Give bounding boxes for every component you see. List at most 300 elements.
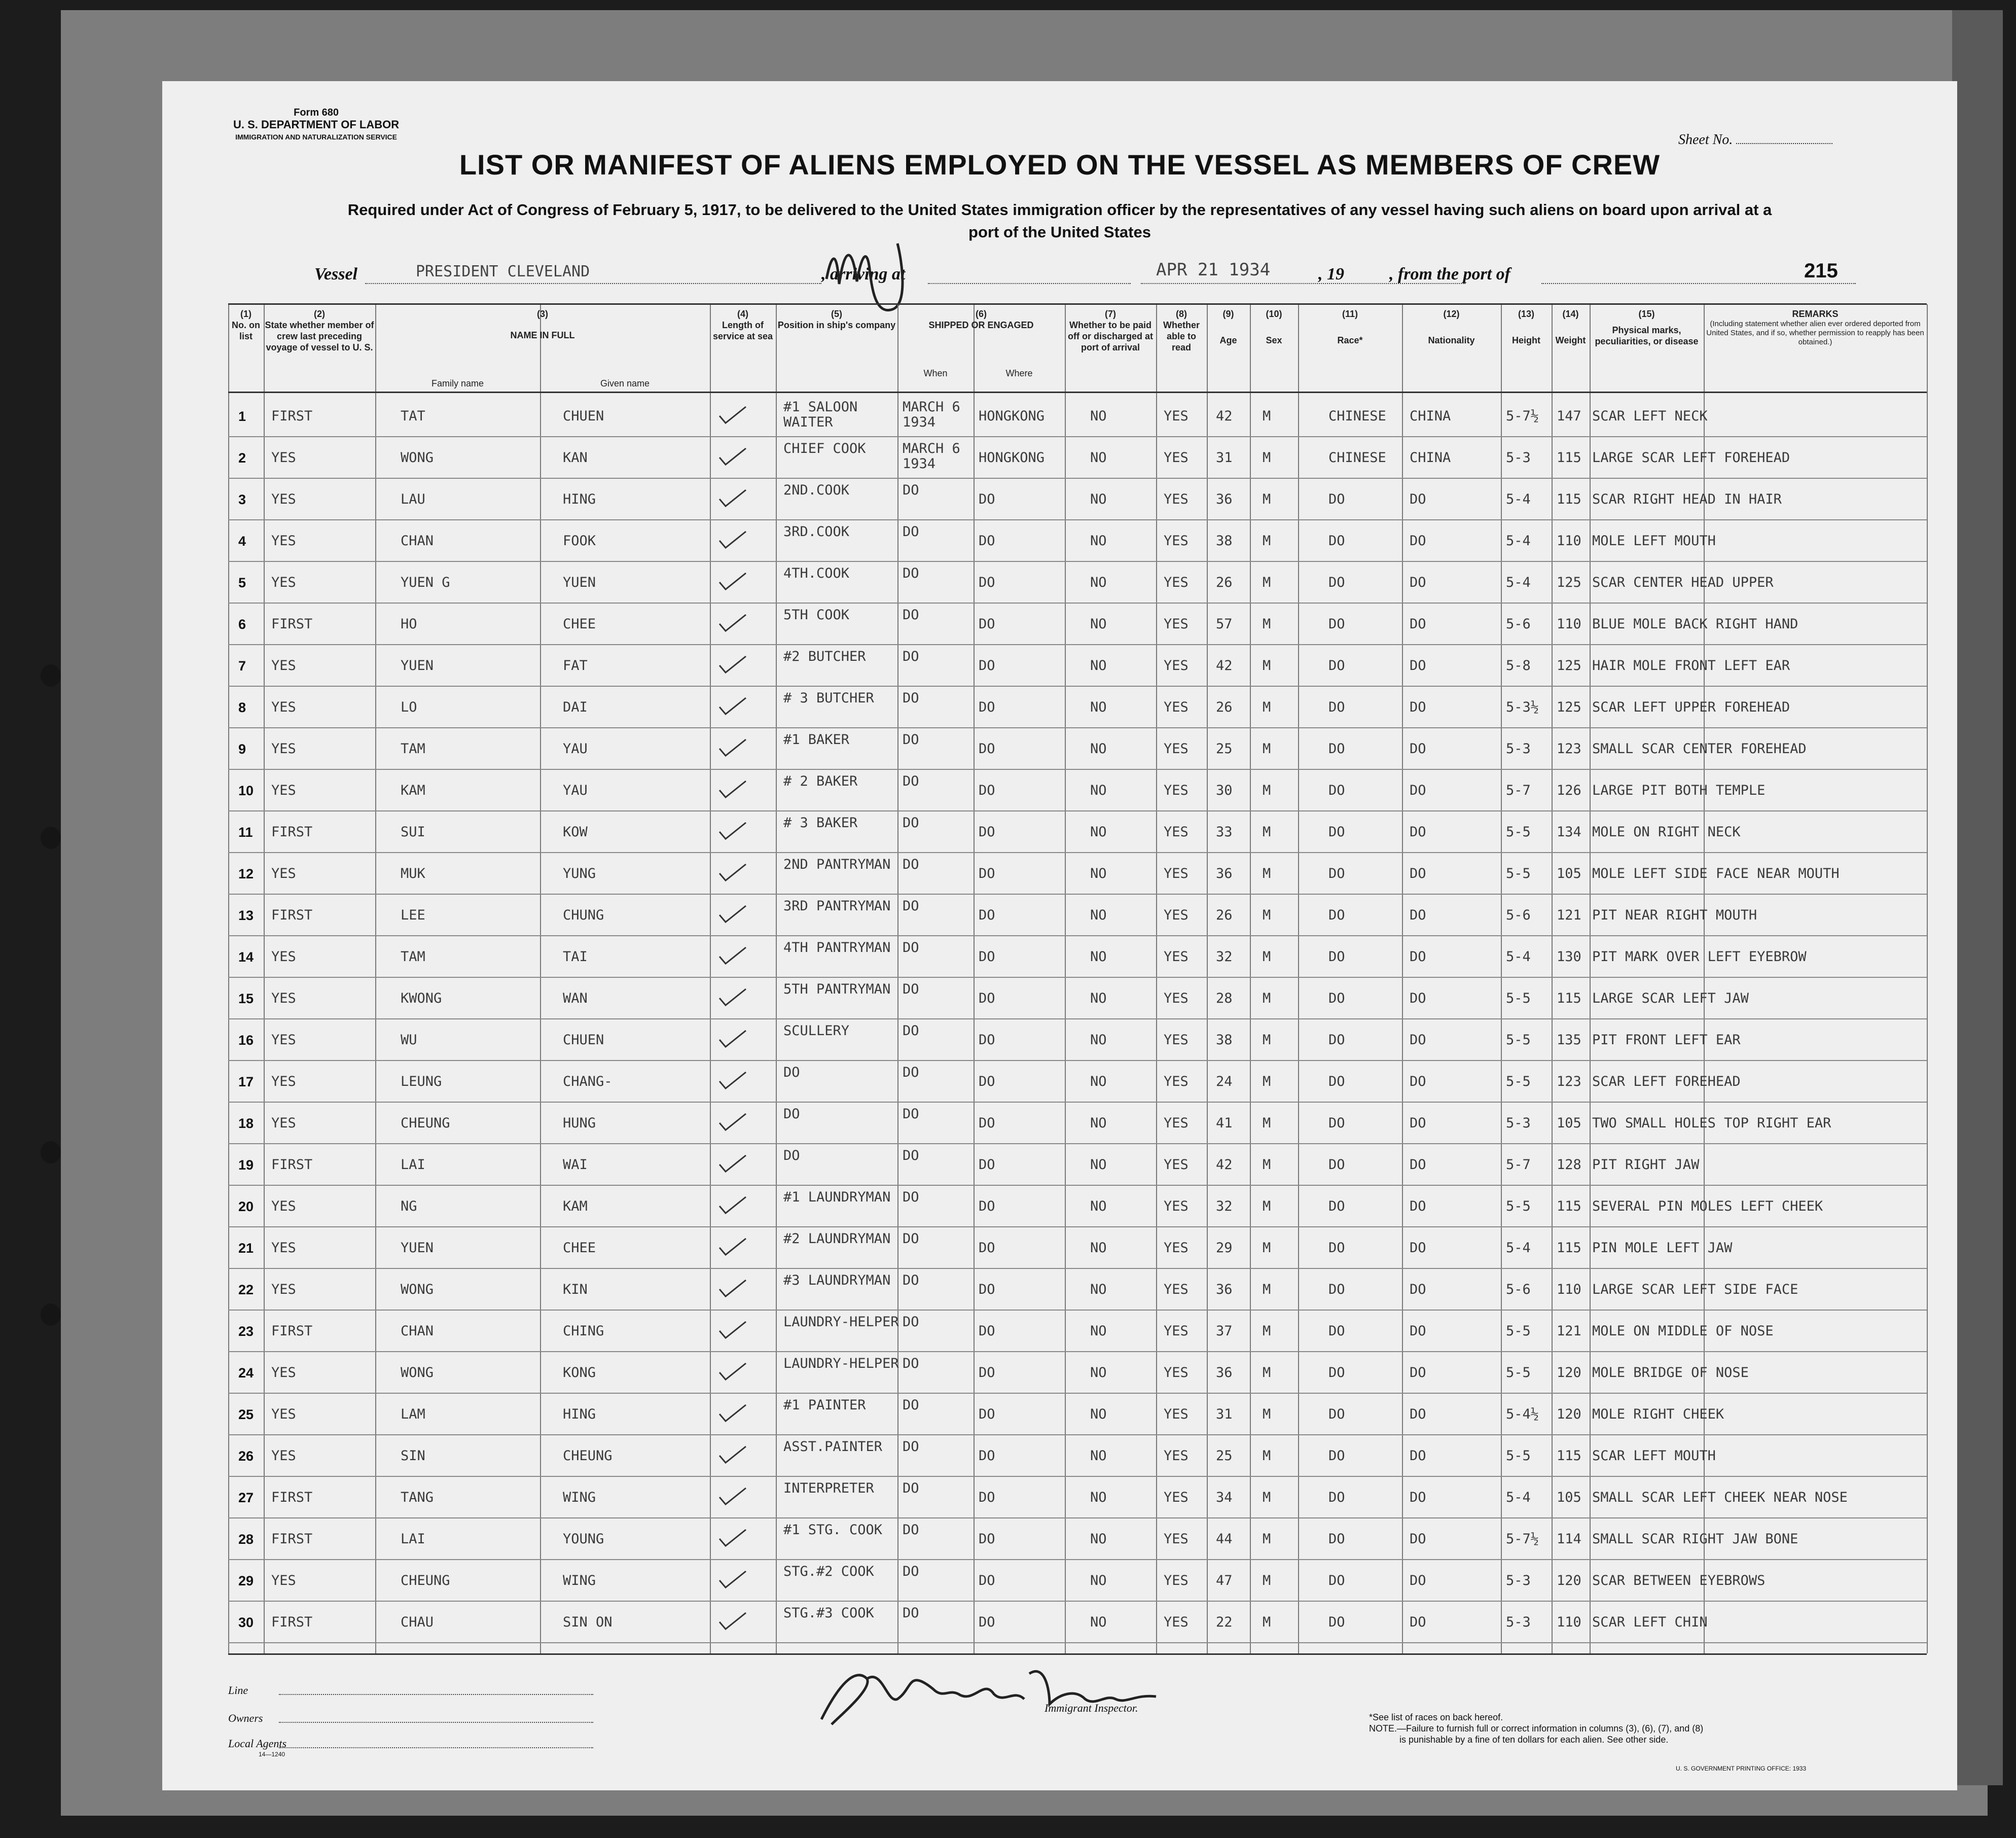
cell-read: YES: [1164, 991, 1189, 1006]
cell-where: DO: [979, 1115, 995, 1131]
cell-sex: M: [1263, 450, 1271, 466]
cell-race: DO: [1328, 1614, 1345, 1630]
cell-age: 36: [1216, 1282, 1233, 1297]
cell-age: 31: [1216, 1406, 1233, 1422]
cell-nat: DO: [1410, 616, 1426, 632]
check-mark-icon: [717, 779, 748, 799]
cell-prev: YES: [271, 1406, 296, 1422]
sheet-no-line: [1736, 143, 1832, 144]
table-row: [162, 562, 1861, 602]
table-row: [162, 1394, 1861, 1433]
cell-where: DO: [979, 1406, 995, 1422]
check-mark-icon: [717, 1611, 748, 1631]
check-mark-icon: [717, 1569, 748, 1589]
cell-prev: FIRST: [271, 616, 313, 632]
cell-read: YES: [1164, 1074, 1189, 1089]
cell-when: MARCH 6 1934: [903, 441, 960, 472]
cell-paid: NO: [1090, 1282, 1107, 1297]
cell-sex: M: [1263, 824, 1271, 840]
cell-prev: FIRST: [271, 1614, 313, 1630]
cell-weight: 110: [1557, 616, 1581, 632]
inspector-signature: [811, 1658, 1166, 1729]
check-mark-icon: [717, 1029, 748, 1049]
cell-where: DO: [979, 991, 995, 1006]
table-row: [162, 1435, 1861, 1475]
cell-family: CHEUNG: [401, 1115, 450, 1131]
cell-where: DO: [979, 575, 995, 590]
cell-marks: HAIR MOLE FRONT LEFT EAR: [1592, 658, 1790, 674]
cell-sex: M: [1263, 408, 1271, 424]
header-shipped: (6) SHIPPED OR ENGAGED: [928, 309, 1034, 330]
cell-sex: M: [1263, 575, 1271, 590]
cell-height: 5-5: [1506, 1198, 1531, 1214]
cell-nat: CHINA: [1410, 408, 1451, 424]
cell-position: #3 LAUNDRYMAN: [783, 1273, 891, 1288]
table-row: [162, 604, 1861, 643]
cell-marks: PIT RIGHT JAW: [1592, 1157, 1700, 1173]
header-family-name: Family name: [431, 378, 484, 388]
cell-paid: NO: [1090, 1115, 1107, 1131]
cell-marks: SMALL SCAR LEFT CHEEK NEAR NOSE: [1592, 1490, 1848, 1505]
service-name: IMMIGRATION AND NATURALIZATION SERVICE: [235, 133, 398, 141]
from-label: , from the port of: [1389, 265, 1510, 284]
cell-read: YES: [1164, 1531, 1189, 1547]
table-row: [162, 978, 1861, 1017]
cell-position: 2ND PANTRYMAN: [783, 857, 891, 872]
cell-where: DO: [979, 1531, 995, 1547]
cell-height: 5-5: [1506, 824, 1531, 840]
cell-given: WAI: [563, 1157, 588, 1173]
cell-no: 27: [238, 1490, 254, 1505]
cell-height: 5-3: [1506, 1573, 1531, 1588]
cell-prev: FIRST: [271, 1323, 313, 1339]
cell-position: 3RD PANTRYMAN: [783, 898, 891, 914]
cell-height: 5-4: [1506, 949, 1531, 965]
cell-race: DO: [1328, 1406, 1345, 1422]
cell-position: ASST.PAINTER: [783, 1439, 883, 1455]
cell-nat: DO: [1410, 1198, 1426, 1214]
cell-race: DO: [1328, 491, 1345, 507]
cell-prev: FIRST: [271, 824, 313, 840]
cell-weight: 123: [1557, 1074, 1581, 1089]
cell-read: YES: [1164, 1157, 1189, 1173]
cell-race: DO: [1328, 658, 1345, 674]
date-stamp: APR 21 1934: [1156, 260, 1271, 280]
cell-weight: 121: [1557, 1323, 1581, 1339]
arriving-dotline: [928, 283, 1131, 284]
cell-race: DO: [1328, 1282, 1345, 1297]
cell-prev: FIRST: [271, 907, 313, 923]
cell-where: DO: [979, 1573, 995, 1588]
cell-paid: NO: [1090, 1573, 1107, 1588]
cell-sex: M: [1263, 1074, 1271, 1089]
cell-marks: SMALL SCAR RIGHT JAW BONE: [1592, 1531, 1798, 1547]
cell-when: DO: [903, 1023, 919, 1039]
header-sex: (10) Sex: [1266, 309, 1282, 345]
cell-race: DO: [1328, 1365, 1345, 1381]
cell-prev: YES: [271, 491, 296, 507]
cell-height: 5-3: [1506, 741, 1531, 757]
from-dotline: [1541, 283, 1856, 284]
cell-age: 22: [1216, 1614, 1233, 1630]
cell-no: 24: [238, 1365, 254, 1381]
line-label: Line: [228, 1684, 248, 1696]
grid-line: [228, 1642, 1927, 1643]
cell-given: CHUNG: [563, 907, 604, 923]
cell-sex: M: [1263, 783, 1271, 798]
cell-age: 33: [1216, 824, 1233, 840]
cell-age: 42: [1216, 1157, 1233, 1173]
cell-family: TANG: [401, 1490, 434, 1505]
cell-paid: NO: [1090, 1531, 1107, 1547]
table-row: [162, 1518, 1861, 1558]
cell-read: YES: [1164, 1406, 1189, 1422]
cell-paid: NO: [1090, 1240, 1107, 1256]
cell-read: YES: [1164, 1490, 1189, 1505]
check-mark-icon: [717, 654, 748, 675]
cell-weight: 115: [1557, 491, 1581, 507]
cell-marks: MOLE BRIDGE OF NOSE: [1592, 1365, 1749, 1381]
cell-given: KAM: [563, 1198, 588, 1214]
inspector-label: Immigrant Inspector.: [1045, 1702, 1138, 1714]
cell-paid: NO: [1090, 866, 1107, 881]
race-note: *See list of races on back hereof.: [1369, 1712, 1503, 1722]
header-where: Where: [1005, 368, 1033, 378]
cell-nat: DO: [1410, 1074, 1426, 1089]
binder-hole: [41, 1141, 61, 1163]
cell-position: INTERPRETER: [783, 1480, 874, 1496]
cell-age: 36: [1216, 866, 1233, 881]
header-race: (11) Race*: [1337, 309, 1363, 345]
check-mark-icon: [717, 1528, 748, 1548]
cell-prev: FIRST: [271, 1531, 313, 1547]
cell-race: DO: [1328, 1032, 1345, 1048]
table-row: [162, 811, 1861, 851]
cell-sex: M: [1263, 949, 1271, 965]
cell-position: 5TH COOK: [783, 607, 850, 623]
cell-read: YES: [1164, 1115, 1189, 1131]
cell-when: DO: [903, 1106, 919, 1122]
check-mark-icon: [717, 1112, 748, 1132]
cell-when: DO: [903, 1397, 919, 1413]
cell-weight: 110: [1557, 1614, 1581, 1630]
cell-where: DO: [979, 1448, 995, 1464]
cell-when: DO: [903, 1522, 919, 1538]
cell-height: 5-7½: [1506, 1531, 1539, 1547]
cell-given: CHANG-: [563, 1074, 613, 1089]
cell-marks: MOLE ON RIGHT NECK: [1592, 824, 1741, 840]
cell-prev: YES: [271, 1448, 296, 1464]
cell-height: 5-3: [1506, 1614, 1531, 1630]
cell-position: # 2 BAKER: [783, 773, 858, 789]
check-mark-icon: [717, 1320, 748, 1340]
cell-nat: DO: [1410, 1282, 1426, 1297]
cell-marks: MOLE LEFT SIDE FACE NEAR MOUTH: [1592, 866, 1840, 881]
cell-paid: NO: [1090, 824, 1107, 840]
cell-given: KOW: [563, 824, 588, 840]
cell-race: DO: [1328, 1531, 1345, 1547]
cell-weight: 125: [1557, 575, 1581, 590]
cell-read: YES: [1164, 1240, 1189, 1256]
cell-no: 28: [238, 1532, 254, 1547]
cell-nat: DO: [1410, 1240, 1426, 1256]
cell-when: DO: [903, 690, 919, 706]
cell-race: DO: [1328, 1573, 1345, 1588]
cell-sex: M: [1263, 658, 1271, 674]
back-sheet-edge: [1952, 10, 2003, 1785]
cell-given: FOOK: [563, 533, 596, 549]
cell-height: 5-4: [1506, 1240, 1531, 1256]
cell-sex: M: [1263, 699, 1271, 715]
cell-family: TAT: [401, 408, 425, 424]
cell-where: DO: [979, 1198, 995, 1214]
cell-read: YES: [1164, 1323, 1189, 1339]
header-nationality: (12) Nationality: [1428, 309, 1475, 345]
cell-no: 11: [238, 825, 253, 840]
table-row: [162, 687, 1861, 726]
cell-age: 25: [1216, 741, 1233, 757]
cell-sex: M: [1263, 1531, 1271, 1547]
check-mark-icon: [717, 904, 748, 924]
cell-where: DO: [979, 1614, 995, 1630]
cell-marks: SCAR LEFT FOREHEAD: [1592, 1074, 1741, 1089]
cell-family: WU: [401, 1032, 417, 1048]
cell-sex: M: [1263, 616, 1271, 632]
table-row: [162, 1269, 1861, 1309]
cell-marks: PIT FRONT LEFT EAR: [1592, 1032, 1741, 1048]
cell-when: DO: [903, 649, 919, 664]
cell-marks: SCAR LEFT CHIN: [1592, 1614, 1708, 1630]
cell-given: HING: [563, 491, 596, 507]
cell-nat: CHINA: [1410, 450, 1451, 466]
sheet-number: 215: [1804, 260, 1838, 282]
cell-prev: FIRST: [271, 408, 313, 424]
cell-sex: M: [1263, 1032, 1271, 1048]
cell-sex: M: [1263, 1406, 1271, 1422]
cell-weight: 115: [1557, 1198, 1581, 1214]
cell-prev: YES: [271, 783, 296, 798]
cell-prev: YES: [271, 450, 296, 466]
cell-given: YUNG: [563, 866, 596, 881]
cell-paid: NO: [1090, 741, 1107, 757]
cell-read: YES: [1164, 408, 1189, 424]
cell-prev: FIRST: [271, 1490, 313, 1505]
cell-race: DO: [1328, 1115, 1345, 1131]
subtitle-line-1: Required under Act of Congress of February 5, 1917, to be delivered to the United States immigration officer by the representatives of any vessel having such aliens on board upon arrival at a: [347, 201, 1772, 219]
cell-read: YES: [1164, 741, 1189, 757]
cell-position: DO: [783, 1065, 800, 1080]
cell-no: 20: [238, 1199, 254, 1214]
cell-nat: DO: [1410, 1448, 1426, 1464]
header-height: (13) Height: [1512, 309, 1540, 345]
cell-sex: M: [1263, 741, 1271, 757]
cell-paid: NO: [1090, 949, 1107, 965]
cell-family: WONG: [401, 1282, 434, 1297]
cell-nat: DO: [1410, 1531, 1426, 1547]
cell-paid: NO: [1090, 533, 1107, 549]
table-row: [162, 1103, 1861, 1142]
cell-nat: DO: [1410, 1573, 1426, 1588]
cell-height: 5-7: [1506, 1157, 1531, 1173]
cell-height: 5-3½: [1506, 699, 1539, 715]
cell-read: YES: [1164, 783, 1189, 798]
cell-paid: NO: [1090, 1406, 1107, 1422]
cell-where: DO: [979, 1282, 995, 1297]
cell-where: HONGKONG: [979, 450, 1045, 466]
cell-no: 21: [238, 1241, 254, 1256]
cell-where: DO: [979, 907, 995, 923]
binder-hole: [41, 664, 61, 687]
cell-marks: LARGE PIT BOTH TEMPLE: [1592, 783, 1766, 798]
cell-no: 23: [238, 1324, 254, 1339]
cell-family: MUK: [401, 866, 425, 881]
header-age: (9) Age: [1219, 309, 1237, 345]
cell-race: DO: [1328, 699, 1345, 715]
cell-race: CHINESE: [1328, 450, 1386, 466]
cell-age: 26: [1216, 575, 1233, 590]
cell-nat: DO: [1410, 1323, 1426, 1339]
cell-no: 2: [238, 450, 246, 466]
cell-paid: NO: [1090, 1074, 1107, 1089]
cell-weight: 115: [1557, 1240, 1581, 1256]
cell-sex: M: [1263, 991, 1271, 1006]
cell-race: DO: [1328, 866, 1345, 881]
cell-prev: YES: [271, 991, 296, 1006]
cell-no: 8: [238, 700, 246, 715]
cell-race: DO: [1328, 533, 1345, 549]
header-no: (1) No. on list: [232, 309, 260, 341]
cell-no: 19: [238, 1157, 254, 1173]
table-row: [162, 396, 1861, 435]
cell-age: 47: [1216, 1573, 1233, 1588]
header-name: (3) NAME IN FULL: [510, 309, 575, 340]
cell-age: 30: [1216, 783, 1233, 798]
cell-prev: YES: [271, 1240, 296, 1256]
cell-height: 5-6: [1506, 1282, 1531, 1297]
cell-paid: NO: [1090, 1614, 1107, 1630]
cell-when: DO: [903, 1273, 919, 1288]
cell-read: YES: [1164, 533, 1189, 549]
table-row: [162, 1019, 1861, 1059]
agents-field: [279, 1747, 593, 1748]
cell-weight: 123: [1557, 741, 1581, 757]
cell-height: 5-5: [1506, 1365, 1531, 1381]
sheet-no-field: [1678, 132, 1832, 148]
cell-when: DO: [903, 732, 919, 748]
cell-prev: YES: [271, 1365, 296, 1381]
cell-prev: FIRST: [271, 1157, 313, 1173]
form-reference: [233, 107, 399, 143]
owners-field: [279, 1722, 593, 1723]
page-title: LIST OR MANIFEST OF ALIENS EMPLOYED ON THE VESSEL AS MEMBERS OF CREW: [459, 149, 1661, 181]
manifest-sheet: [162, 81, 1957, 1790]
cell-no: 18: [238, 1116, 254, 1131]
cell-read: YES: [1164, 866, 1189, 881]
cell-race: DO: [1328, 949, 1345, 965]
cell-paid: NO: [1090, 1198, 1107, 1214]
cell-sex: M: [1263, 1240, 1271, 1256]
cell-marks: TWO SMALL HOLES TOP RIGHT EAR: [1592, 1115, 1831, 1131]
cell-given: CHING: [563, 1323, 604, 1339]
cell-when: DO: [903, 940, 919, 956]
cell-sex: M: [1263, 491, 1271, 507]
cell-where: DO: [979, 866, 995, 881]
cell-sex: M: [1263, 866, 1271, 881]
cell-given: KAN: [563, 450, 588, 466]
cell-weight: 147: [1557, 408, 1581, 424]
cell-race: DO: [1328, 616, 1345, 632]
cell-age: 38: [1216, 1032, 1233, 1048]
cell-weight: 105: [1557, 1115, 1581, 1131]
cell-nat: DO: [1410, 866, 1426, 881]
table-row: [162, 645, 1861, 685]
cell-nat: DO: [1410, 1406, 1426, 1422]
cell-nat: DO: [1410, 491, 1426, 507]
cell-where: DO: [979, 824, 995, 840]
cell-paid: NO: [1090, 491, 1107, 507]
check-mark-icon: [717, 737, 748, 758]
cell-prev: YES: [271, 533, 296, 549]
cell-family: LEE: [401, 907, 425, 923]
header-given-name: Given name: [600, 378, 650, 388]
check-mark-icon: [717, 1403, 748, 1423]
cell-when: DO: [903, 773, 919, 789]
check-mark-icon: [717, 821, 748, 841]
cell-paid: NO: [1090, 699, 1107, 715]
cell-sex: M: [1263, 1115, 1271, 1131]
cell-marks: SCAR LEFT UPPER FOREHEAD: [1592, 699, 1790, 715]
cell-age: 24: [1216, 1074, 1233, 1089]
cell-prev: YES: [271, 866, 296, 881]
cell-when: DO: [903, 607, 919, 623]
header-when: When: [923, 368, 948, 378]
cell-age: 26: [1216, 907, 1233, 923]
cell-where: DO: [979, 741, 995, 757]
check-mark-icon: [717, 1236, 748, 1257]
cell-weight: 135: [1557, 1032, 1581, 1048]
cell-position: LAUNDRY-HELPER: [783, 1356, 899, 1371]
cell-family: CHAU: [401, 1614, 434, 1630]
cell-when: DO: [903, 1564, 919, 1579]
cell-prev: YES: [271, 1198, 296, 1214]
cell-position: LAUNDRY-HELPER: [783, 1314, 899, 1330]
cell-race: DO: [1328, 1490, 1345, 1505]
grid-line: [228, 1653, 1927, 1655]
cell-no: 16: [238, 1033, 254, 1048]
cell-read: YES: [1164, 1032, 1189, 1048]
cell-where: DO: [979, 491, 995, 507]
cell-given: YOUNG: [563, 1531, 604, 1547]
cell-weight: 130: [1557, 949, 1581, 965]
check-mark-icon: [717, 1153, 748, 1174]
cell-weight: 120: [1557, 1365, 1581, 1381]
cell-family: KWONG: [401, 991, 442, 1006]
cell-when: DO: [903, 1065, 919, 1080]
check-mark-icon: [717, 1070, 748, 1090]
cell-no: 30: [238, 1615, 254, 1630]
cell-when: DO: [903, 1480, 919, 1496]
agents-label: Local Agents: [228, 1737, 287, 1750]
cell-position: STG.#3 COOK: [783, 1605, 874, 1621]
vessel-label: Vessel: [314, 265, 357, 284]
subtitle-line-2: port of the United States: [968, 223, 1151, 241]
cell-sex: M: [1263, 1323, 1271, 1339]
cell-race: DO: [1328, 1157, 1345, 1173]
cell-sex: M: [1263, 1157, 1271, 1173]
cell-family: HO: [401, 616, 417, 632]
cell-age: 32: [1216, 1198, 1233, 1214]
cell-no: 9: [238, 741, 246, 757]
